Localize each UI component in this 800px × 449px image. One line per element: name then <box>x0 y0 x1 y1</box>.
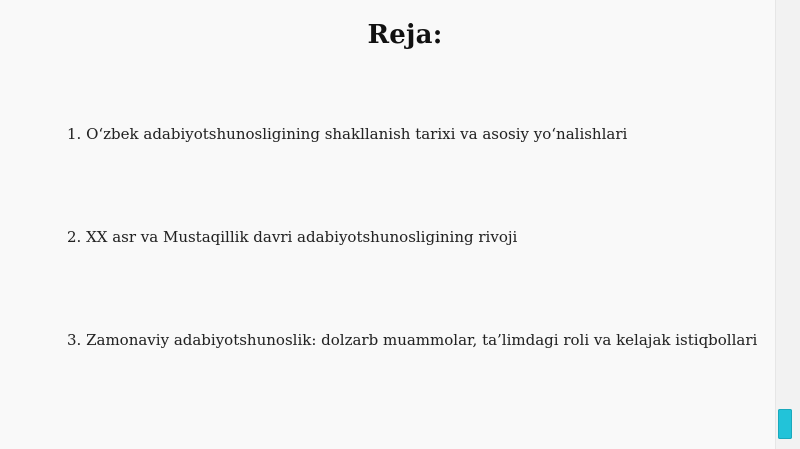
scrollbar-thumb[interactable] <box>778 409 792 439</box>
plan-item-3: 3. Zamonaviy adabiyotshunoslik: dolzarb muammolar, ta’limdagi roli va kelajak istiqbollari <box>67 331 758 349</box>
plan-item-2: 2. XX asr va Mustaqillik davri adabiyotshunosligining rivoji <box>67 228 518 246</box>
scrollbar-track[interactable] <box>775 0 800 449</box>
plan-item-1: 1. O‘zbek adabiyotshunosligining shakllanish tarixi va asosiy yo‘nalishlari <box>67 125 628 143</box>
slide-title: Reja: <box>367 20 443 50</box>
